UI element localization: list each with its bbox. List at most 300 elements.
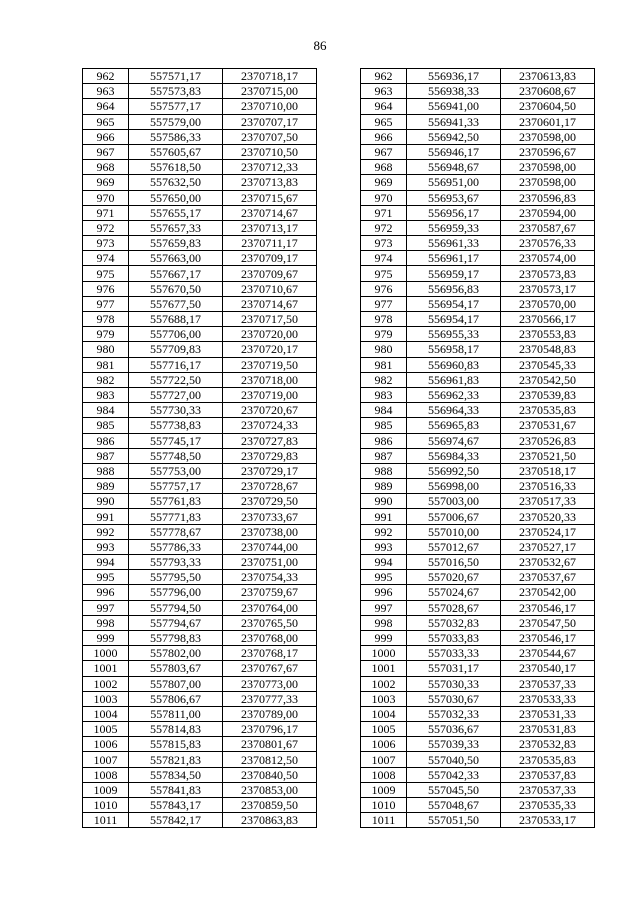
left-x-coordinate-cell: 557796,00 xyxy=(129,585,223,600)
left-point-number-cell: 995 xyxy=(83,570,129,585)
table-row xyxy=(83,251,595,266)
left-point-number-cell: 1000 xyxy=(83,646,129,661)
table-row xyxy=(83,296,595,311)
column-gap xyxy=(317,615,361,630)
right-x-coordinate-cell: 556951,00 xyxy=(407,175,501,190)
right-point-number-cell: 974 xyxy=(361,251,407,266)
page-number: 86 xyxy=(313,38,327,53)
right-point-number-cell: 999 xyxy=(361,630,407,645)
table-row xyxy=(83,706,595,721)
right-x-coordinate-cell: 557036,67 xyxy=(407,722,501,737)
right-y-coordinate-cell: 2370535,83 xyxy=(501,752,595,767)
left-y-coordinate-cell: 2370712,33 xyxy=(223,160,317,175)
right-y-coordinate-cell: 2370518,17 xyxy=(501,463,595,478)
column-gap xyxy=(317,479,361,494)
right-point-number-cell: 996 xyxy=(361,585,407,600)
left-point-number-cell: 991 xyxy=(83,509,129,524)
left-y-coordinate-cell: 2370715,00 xyxy=(223,84,317,99)
table-row xyxy=(83,327,595,342)
right-x-coordinate-cell: 556942,50 xyxy=(407,129,501,144)
left-point-number-cell: 978 xyxy=(83,312,129,327)
right-point-number-cell: 1006 xyxy=(361,737,407,752)
right-y-coordinate-cell: 2370527,17 xyxy=(501,539,595,554)
column-gap xyxy=(317,722,361,737)
right-x-coordinate-cell: 556956,83 xyxy=(407,281,501,296)
left-y-coordinate-cell: 2370764,00 xyxy=(223,600,317,615)
right-point-number-cell: 977 xyxy=(361,296,407,311)
column-gap xyxy=(317,266,361,281)
left-point-number-cell: 996 xyxy=(83,585,129,600)
right-y-coordinate-cell: 2370531,67 xyxy=(501,418,595,433)
table-row xyxy=(83,175,595,190)
right-y-coordinate-cell: 2370576,33 xyxy=(501,236,595,251)
right-y-coordinate-cell: 2370596,83 xyxy=(501,190,595,205)
right-y-coordinate-cell: 2370573,17 xyxy=(501,281,595,296)
right-y-coordinate-cell: 2370533,17 xyxy=(501,813,595,828)
column-gap xyxy=(317,236,361,251)
left-y-coordinate-cell: 2370727,83 xyxy=(223,433,317,448)
right-point-number-cell: 992 xyxy=(361,524,407,539)
column-gap xyxy=(317,296,361,311)
column-gap xyxy=(317,175,361,190)
left-point-number-cell: 999 xyxy=(83,630,129,645)
table-row xyxy=(83,99,595,114)
right-x-coordinate-cell: 557039,33 xyxy=(407,737,501,752)
right-x-coordinate-cell: 556954,17 xyxy=(407,296,501,311)
right-point-number-cell: 986 xyxy=(361,433,407,448)
column-gap xyxy=(317,676,361,691)
table-row xyxy=(83,798,595,813)
left-x-coordinate-cell: 557821,83 xyxy=(129,752,223,767)
right-y-coordinate-cell: 2370532,83 xyxy=(501,737,595,752)
left-y-coordinate-cell: 2370719,00 xyxy=(223,387,317,402)
right-y-coordinate-cell: 2370598,00 xyxy=(501,129,595,144)
table-row xyxy=(83,387,595,402)
right-x-coordinate-cell: 557042,33 xyxy=(407,767,501,782)
left-x-coordinate-cell: 557745,17 xyxy=(129,433,223,448)
table-row xyxy=(83,646,595,661)
left-x-coordinate-cell: 557806,67 xyxy=(129,691,223,706)
left-point-number-cell: 962 xyxy=(83,69,129,84)
left-point-number-cell: 981 xyxy=(83,357,129,372)
column-gap xyxy=(317,327,361,342)
left-point-number-cell: 966 xyxy=(83,129,129,144)
left-x-coordinate-cell: 557794,67 xyxy=(129,615,223,630)
right-point-number-cell: 982 xyxy=(361,372,407,387)
right-point-number-cell: 1011 xyxy=(361,813,407,828)
right-point-number-cell: 978 xyxy=(361,312,407,327)
left-y-coordinate-cell: 2370709,17 xyxy=(223,251,317,266)
table-row xyxy=(83,357,595,372)
right-point-number-cell: 995 xyxy=(361,570,407,585)
right-x-coordinate-cell: 556960,83 xyxy=(407,357,501,372)
right-x-coordinate-cell: 556953,67 xyxy=(407,190,501,205)
right-point-number-cell: 1000 xyxy=(361,646,407,661)
left-y-coordinate-cell: 2370789,00 xyxy=(223,706,317,721)
right-y-coordinate-cell: 2370520,33 xyxy=(501,509,595,524)
column-gap xyxy=(317,494,361,509)
column-gap xyxy=(317,357,361,372)
right-point-number-cell: 987 xyxy=(361,448,407,463)
right-x-coordinate-cell: 556954,17 xyxy=(407,312,501,327)
left-x-coordinate-cell: 557834,50 xyxy=(129,767,223,782)
left-y-coordinate-cell: 2370710,50 xyxy=(223,144,317,159)
table-row xyxy=(83,281,595,296)
right-x-coordinate-cell: 557032,33 xyxy=(407,706,501,721)
column-gap xyxy=(317,403,361,418)
column-gap xyxy=(317,99,361,114)
left-y-coordinate-cell: 2370720,17 xyxy=(223,342,317,357)
left-y-coordinate-cell: 2370765,50 xyxy=(223,615,317,630)
right-point-number-cell: 966 xyxy=(361,129,407,144)
table-row xyxy=(83,782,595,797)
left-point-number-cell: 1005 xyxy=(83,722,129,737)
right-point-number-cell: 1007 xyxy=(361,752,407,767)
left-y-coordinate-cell: 2370728,67 xyxy=(223,479,317,494)
left-y-coordinate-cell: 2370714,67 xyxy=(223,296,317,311)
left-y-coordinate-cell: 2370859,50 xyxy=(223,798,317,813)
left-point-number-cell: 988 xyxy=(83,463,129,478)
left-point-number-cell: 984 xyxy=(83,403,129,418)
left-y-coordinate-cell: 2370729,50 xyxy=(223,494,317,509)
left-y-coordinate-cell: 2370768,17 xyxy=(223,646,317,661)
right-point-number-cell: 971 xyxy=(361,205,407,220)
right-x-coordinate-cell: 556965,83 xyxy=(407,418,501,433)
right-y-coordinate-cell: 2370598,00 xyxy=(501,160,595,175)
right-y-coordinate-cell: 2370532,67 xyxy=(501,555,595,570)
left-x-coordinate-cell: 557771,83 xyxy=(129,509,223,524)
column-gap xyxy=(317,585,361,600)
left-y-coordinate-cell: 2370710,00 xyxy=(223,99,317,114)
left-point-number-cell: 971 xyxy=(83,205,129,220)
table-row xyxy=(83,144,595,159)
left-y-coordinate-cell: 2370773,00 xyxy=(223,676,317,691)
right-point-number-cell: 1001 xyxy=(361,661,407,676)
column-gap xyxy=(317,706,361,721)
table-row xyxy=(83,266,595,281)
left-y-coordinate-cell: 2370812,50 xyxy=(223,752,317,767)
left-point-number-cell: 986 xyxy=(83,433,129,448)
right-y-coordinate-cell: 2370546,17 xyxy=(501,630,595,645)
left-point-number-cell: 980 xyxy=(83,342,129,357)
left-x-coordinate-cell: 557655,17 xyxy=(129,205,223,220)
column-gap xyxy=(317,312,361,327)
left-y-coordinate-cell: 2370709,67 xyxy=(223,266,317,281)
right-point-number-cell: 1005 xyxy=(361,722,407,737)
right-point-number-cell: 980 xyxy=(361,342,407,357)
table-row xyxy=(83,767,595,782)
left-point-number-cell: 1006 xyxy=(83,737,129,752)
right-x-coordinate-cell: 557012,67 xyxy=(407,539,501,554)
left-point-number-cell: 1004 xyxy=(83,706,129,721)
table-row xyxy=(83,403,595,418)
left-y-coordinate-cell: 2370729,17 xyxy=(223,463,317,478)
left-point-number-cell: 1011 xyxy=(83,813,129,828)
left-point-number-cell: 1007 xyxy=(83,752,129,767)
column-gap xyxy=(317,555,361,570)
column-gap xyxy=(317,205,361,220)
right-point-number-cell: 964 xyxy=(361,99,407,114)
right-x-coordinate-cell: 556955,33 xyxy=(407,327,501,342)
right-y-coordinate-cell: 2370553,83 xyxy=(501,327,595,342)
left-x-coordinate-cell: 557738,83 xyxy=(129,418,223,433)
left-x-coordinate-cell: 557706,00 xyxy=(129,327,223,342)
right-y-coordinate-cell: 2370535,33 xyxy=(501,798,595,813)
right-point-number-cell: 1010 xyxy=(361,798,407,813)
column-gap xyxy=(317,524,361,539)
column-gap xyxy=(317,691,361,706)
right-point-number-cell: 990 xyxy=(361,494,407,509)
right-y-coordinate-cell: 2370598,00 xyxy=(501,175,595,190)
left-x-coordinate-cell: 557586,33 xyxy=(129,129,223,144)
left-point-number-cell: 969 xyxy=(83,175,129,190)
left-point-number-cell: 965 xyxy=(83,114,129,129)
left-point-number-cell: 1003 xyxy=(83,691,129,706)
left-x-coordinate-cell: 557778,67 xyxy=(129,524,223,539)
table-row xyxy=(83,494,595,509)
right-y-coordinate-cell: 2370516,33 xyxy=(501,479,595,494)
left-y-coordinate-cell: 2370718,17 xyxy=(223,69,317,84)
left-point-number-cell: 976 xyxy=(83,281,129,296)
table-row xyxy=(83,205,595,220)
right-y-coordinate-cell: 2370533,33 xyxy=(501,691,595,706)
left-x-coordinate-cell: 557722,50 xyxy=(129,372,223,387)
right-point-number-cell: 981 xyxy=(361,357,407,372)
table-row xyxy=(83,463,595,478)
right-y-coordinate-cell: 2370574,00 xyxy=(501,251,595,266)
column-gap xyxy=(317,798,361,813)
right-y-coordinate-cell: 2370521,50 xyxy=(501,448,595,463)
left-x-coordinate-cell: 557811,00 xyxy=(129,706,223,721)
right-y-coordinate-cell: 2370544,67 xyxy=(501,646,595,661)
column-gap xyxy=(317,661,361,676)
column-gap xyxy=(317,752,361,767)
right-point-number-cell: 1004 xyxy=(361,706,407,721)
left-x-coordinate-cell: 557793,33 xyxy=(129,555,223,570)
left-x-coordinate-cell: 557667,17 xyxy=(129,266,223,281)
right-x-coordinate-cell: 556961,33 xyxy=(407,236,501,251)
table-row xyxy=(83,479,595,494)
left-y-coordinate-cell: 2370768,00 xyxy=(223,630,317,645)
left-y-coordinate-cell: 2370767,67 xyxy=(223,661,317,676)
column-gap xyxy=(317,767,361,782)
right-point-number-cell: 983 xyxy=(361,387,407,402)
right-point-number-cell: 1003 xyxy=(361,691,407,706)
right-point-number-cell: 997 xyxy=(361,600,407,615)
column-gap xyxy=(317,418,361,433)
table-row xyxy=(83,615,595,630)
right-y-coordinate-cell: 2370531,33 xyxy=(501,706,595,721)
right-y-coordinate-cell: 2370540,17 xyxy=(501,661,595,676)
right-x-coordinate-cell: 556948,67 xyxy=(407,160,501,175)
right-y-coordinate-cell: 2370545,33 xyxy=(501,357,595,372)
left-point-number-cell: 994 xyxy=(83,555,129,570)
left-x-coordinate-cell: 557677,50 xyxy=(129,296,223,311)
right-y-coordinate-cell: 2370613,83 xyxy=(501,69,595,84)
right-x-coordinate-cell: 556964,33 xyxy=(407,403,501,418)
right-y-coordinate-cell: 2370531,83 xyxy=(501,722,595,737)
right-x-coordinate-cell: 556998,00 xyxy=(407,479,501,494)
right-point-number-cell: 979 xyxy=(361,327,407,342)
left-y-coordinate-cell: 2370777,33 xyxy=(223,691,317,706)
column-gap xyxy=(317,433,361,448)
table-row xyxy=(83,722,595,737)
left-x-coordinate-cell: 557688,17 xyxy=(129,312,223,327)
left-point-number-cell: 989 xyxy=(83,479,129,494)
right-point-number-cell: 988 xyxy=(361,463,407,478)
left-y-coordinate-cell: 2370717,50 xyxy=(223,312,317,327)
left-point-number-cell: 977 xyxy=(83,296,129,311)
column-gap xyxy=(317,160,361,175)
left-x-coordinate-cell: 557803,67 xyxy=(129,661,223,676)
table-row xyxy=(83,524,595,539)
left-x-coordinate-cell: 557650,00 xyxy=(129,190,223,205)
column-gap xyxy=(317,342,361,357)
table-row xyxy=(83,555,595,570)
left-point-number-cell: 983 xyxy=(83,387,129,402)
right-y-coordinate-cell: 2370596,67 xyxy=(501,144,595,159)
table-row xyxy=(83,69,595,84)
left-y-coordinate-cell: 2370840,50 xyxy=(223,767,317,782)
left-x-coordinate-cell: 557730,33 xyxy=(129,403,223,418)
right-y-coordinate-cell: 2370539,83 xyxy=(501,387,595,402)
table-row xyxy=(83,539,595,554)
right-y-coordinate-cell: 2370573,83 xyxy=(501,266,595,281)
left-y-coordinate-cell: 2370719,50 xyxy=(223,357,317,372)
table-row xyxy=(83,160,595,175)
right-x-coordinate-cell: 557045,50 xyxy=(407,782,501,797)
column-gap xyxy=(317,69,361,84)
left-point-number-cell: 1009 xyxy=(83,782,129,797)
right-x-coordinate-cell: 557028,67 xyxy=(407,600,501,615)
table-row xyxy=(83,220,595,235)
right-x-coordinate-cell: 557010,00 xyxy=(407,524,501,539)
column-gap xyxy=(317,646,361,661)
table-row xyxy=(83,585,595,600)
left-y-coordinate-cell: 2370796,17 xyxy=(223,722,317,737)
table-row xyxy=(83,84,595,99)
left-x-coordinate-cell: 557794,50 xyxy=(129,600,223,615)
left-point-number-cell: 993 xyxy=(83,539,129,554)
column-gap xyxy=(317,570,361,585)
left-y-coordinate-cell: 2370863,83 xyxy=(223,813,317,828)
right-x-coordinate-cell: 557024,67 xyxy=(407,585,501,600)
left-point-number-cell: 967 xyxy=(83,144,129,159)
left-y-coordinate-cell: 2370738,00 xyxy=(223,524,317,539)
left-point-number-cell: 972 xyxy=(83,220,129,235)
right-point-number-cell: 963 xyxy=(361,84,407,99)
right-x-coordinate-cell: 556941,33 xyxy=(407,114,501,129)
right-x-coordinate-cell: 557031,17 xyxy=(407,661,501,676)
left-y-coordinate-cell: 2370713,17 xyxy=(223,220,317,235)
left-point-number-cell: 1002 xyxy=(83,676,129,691)
left-x-coordinate-cell: 557670,50 xyxy=(129,281,223,296)
left-point-number-cell: 964 xyxy=(83,99,129,114)
right-y-coordinate-cell: 2370526,83 xyxy=(501,433,595,448)
table-row xyxy=(83,236,595,251)
column-gap xyxy=(317,463,361,478)
left-x-coordinate-cell: 557795,50 xyxy=(129,570,223,585)
right-y-coordinate-cell: 2370604,50 xyxy=(501,99,595,114)
right-x-coordinate-cell: 557030,33 xyxy=(407,676,501,691)
left-y-coordinate-cell: 2370718,00 xyxy=(223,372,317,387)
left-y-coordinate-cell: 2370715,67 xyxy=(223,190,317,205)
right-x-coordinate-cell: 557006,67 xyxy=(407,509,501,524)
table-row xyxy=(83,342,595,357)
left-x-coordinate-cell: 557727,00 xyxy=(129,387,223,402)
column-gap xyxy=(317,737,361,752)
right-point-number-cell: 998 xyxy=(361,615,407,630)
left-y-coordinate-cell: 2370853,00 xyxy=(223,782,317,797)
right-y-coordinate-cell: 2370547,50 xyxy=(501,615,595,630)
table-row xyxy=(83,737,595,752)
left-y-coordinate-cell: 2370720,67 xyxy=(223,403,317,418)
left-y-coordinate-cell: 2370724,33 xyxy=(223,418,317,433)
left-point-number-cell: 990 xyxy=(83,494,129,509)
coordinates-table xyxy=(82,68,595,828)
right-point-number-cell: 968 xyxy=(361,160,407,175)
right-y-coordinate-cell: 2370537,67 xyxy=(501,570,595,585)
left-x-coordinate-cell: 557748,50 xyxy=(129,448,223,463)
right-point-number-cell: 975 xyxy=(361,266,407,281)
right-y-coordinate-cell: 2370601,17 xyxy=(501,114,595,129)
right-x-coordinate-cell: 557016,50 xyxy=(407,555,501,570)
left-point-number-cell: 1008 xyxy=(83,767,129,782)
right-point-number-cell: 989 xyxy=(361,479,407,494)
left-point-number-cell: 987 xyxy=(83,448,129,463)
right-y-coordinate-cell: 2370537,33 xyxy=(501,676,595,691)
table-row xyxy=(83,433,595,448)
table-row xyxy=(83,448,595,463)
column-gap xyxy=(317,782,361,797)
right-y-coordinate-cell: 2370546,17 xyxy=(501,600,595,615)
column-gap xyxy=(317,144,361,159)
right-y-coordinate-cell: 2370587,67 xyxy=(501,220,595,235)
right-y-coordinate-cell: 2370594,00 xyxy=(501,205,595,220)
left-point-number-cell: 992 xyxy=(83,524,129,539)
table-row xyxy=(83,129,595,144)
right-x-coordinate-cell: 556974,67 xyxy=(407,433,501,448)
column-gap xyxy=(317,387,361,402)
left-point-number-cell: 973 xyxy=(83,236,129,251)
left-point-number-cell: 975 xyxy=(83,266,129,281)
right-point-number-cell: 970 xyxy=(361,190,407,205)
left-y-coordinate-cell: 2370710,67 xyxy=(223,281,317,296)
left-x-coordinate-cell: 557709,83 xyxy=(129,342,223,357)
left-x-coordinate-cell: 557573,83 xyxy=(129,84,223,99)
left-y-coordinate-cell: 2370729,83 xyxy=(223,448,317,463)
column-gap xyxy=(317,84,361,99)
column-gap xyxy=(317,448,361,463)
left-y-coordinate-cell: 2370733,67 xyxy=(223,509,317,524)
right-y-coordinate-cell: 2370535,83 xyxy=(501,403,595,418)
left-point-number-cell: 1001 xyxy=(83,661,129,676)
left-x-coordinate-cell: 557716,17 xyxy=(129,357,223,372)
right-y-coordinate-cell: 2370542,50 xyxy=(501,372,595,387)
left-x-coordinate-cell: 557657,33 xyxy=(129,220,223,235)
left-x-coordinate-cell: 557843,17 xyxy=(129,798,223,813)
right-x-coordinate-cell: 556958,17 xyxy=(407,342,501,357)
right-y-coordinate-cell: 2370548,83 xyxy=(501,342,595,357)
right-y-coordinate-cell: 2370608,67 xyxy=(501,84,595,99)
table-row xyxy=(83,509,595,524)
right-point-number-cell: 962 xyxy=(361,69,407,84)
right-x-coordinate-cell: 557030,67 xyxy=(407,691,501,706)
left-y-coordinate-cell: 2370744,00 xyxy=(223,539,317,554)
column-gap xyxy=(317,114,361,129)
table-row xyxy=(83,372,595,387)
left-x-coordinate-cell: 557618,50 xyxy=(129,160,223,175)
